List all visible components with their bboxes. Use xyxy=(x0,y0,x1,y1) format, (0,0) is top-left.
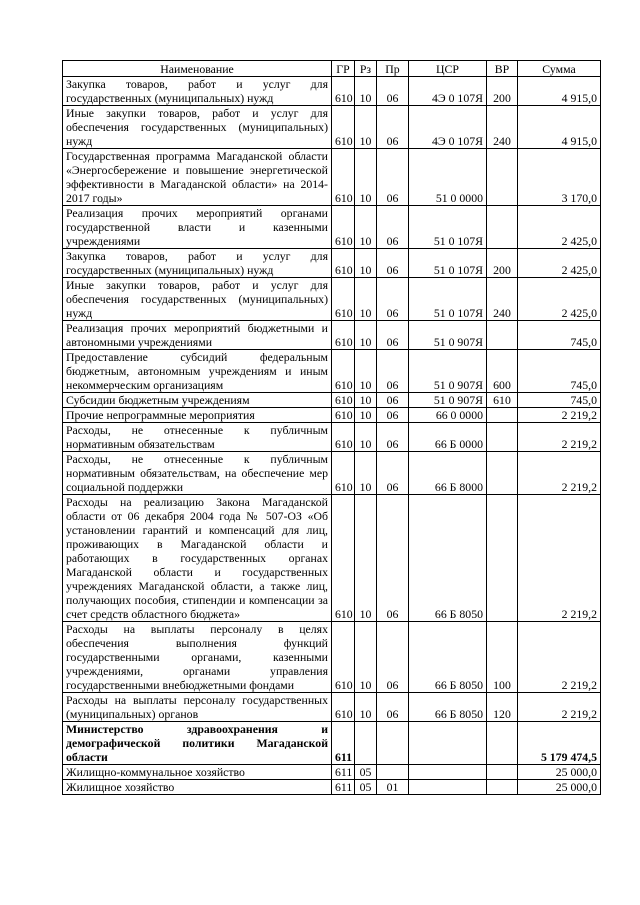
cell-gr: 610 xyxy=(332,106,355,149)
cell-rz: 10 xyxy=(355,423,377,452)
cell-sum: 2 219,2 xyxy=(518,423,601,452)
cell-gr: 610 xyxy=(332,278,355,321)
cell-sum: 3 170,0 xyxy=(518,149,601,206)
cell-rz: 10 xyxy=(355,393,377,408)
cell-gr: 611 xyxy=(332,765,355,780)
cell-vr: 200 xyxy=(487,249,518,278)
cell-name: Реализация прочих мероприятий органами государственной власти и казенными учреждениями xyxy=(63,206,332,249)
cell-name: Министерство здравоохранения и демографической политики Магаданской области xyxy=(63,722,332,765)
cell-gr: 610 xyxy=(332,77,355,106)
cell-sum: 2 425,0 xyxy=(518,278,601,321)
cell-rz: 10 xyxy=(355,278,377,321)
cell-vr: 120 xyxy=(487,693,518,722)
cell-vr: 100 xyxy=(487,622,518,693)
cell-sum: 25 000,0 xyxy=(518,780,601,795)
table-row xyxy=(63,495,601,622)
cell-rz xyxy=(355,722,377,765)
cell-sum: 2 219,2 xyxy=(518,495,601,622)
cell-csr: 66 Б 8050 xyxy=(409,495,487,622)
cell-csr: 4Э 0 107Я xyxy=(409,106,487,149)
cell-rz: 05 xyxy=(355,765,377,780)
cell-pr: 01 xyxy=(377,780,409,795)
cell-sum: 4 915,0 xyxy=(518,77,601,106)
cell-vr: 200 xyxy=(487,77,518,106)
cell-rz: 10 xyxy=(355,77,377,106)
cell-name: Жилищно-коммунальное хозяйство xyxy=(63,765,332,780)
cell-vr: 610 xyxy=(487,393,518,408)
cell-name: Иные закупки товаров, работ и услуг для обеспечения государственных (муниципальных) нужд xyxy=(63,106,332,149)
cell-rz: 10 xyxy=(355,206,377,249)
cell-pr: 06 xyxy=(377,321,409,350)
cell-sum: 2 219,2 xyxy=(518,408,601,423)
cell-vr xyxy=(487,321,518,350)
table-row xyxy=(63,206,601,249)
cell-csr: 51 0 907Я xyxy=(409,321,487,350)
cell-rz: 10 xyxy=(355,693,377,722)
cell-name: Субсидии бюджетным учреждениям xyxy=(63,393,332,408)
cell-gr: 610 xyxy=(332,321,355,350)
cell-name: Расходы, не отнесенные к публичным нормативным обязательствам, на обеспечение мер социальной поддержки xyxy=(63,452,332,495)
cell-name: Жилищное хозяйство xyxy=(63,780,332,795)
cell-name: Расходы, не отнесенные к публичным нормативным обязательствам xyxy=(63,423,332,452)
cell-pr: 06 xyxy=(377,77,409,106)
cell-name: Государственная программа Магаданской области «Энергосбережение и повышение энергетической эффективности в Магаданской области» на 2014-2017 годы» xyxy=(63,149,332,206)
cell-vr xyxy=(487,206,518,249)
cell-rz: 10 xyxy=(355,350,377,393)
cell-pr: 06 xyxy=(377,622,409,693)
table-row xyxy=(63,278,601,321)
cell-csr: 66 Б 0000 xyxy=(409,423,487,452)
cell-name: Прочие непрограммные мероприятия xyxy=(63,408,332,423)
header-rz: Рз xyxy=(355,61,377,77)
cell-csr: 51 0 907Я xyxy=(409,393,487,408)
cell-gr: 610 xyxy=(332,622,355,693)
table-row xyxy=(63,765,601,780)
table-row xyxy=(63,622,601,693)
cell-name: Закупка товаров, работ и услуг для государственных (муниципальных) нужд xyxy=(63,77,332,106)
cell-sum: 2 219,2 xyxy=(518,693,601,722)
cell-rz: 05 xyxy=(355,780,377,795)
cell-gr: 610 xyxy=(332,393,355,408)
cell-vr xyxy=(487,765,518,780)
cell-pr: 06 xyxy=(377,206,409,249)
cell-pr: 06 xyxy=(377,249,409,278)
table-row xyxy=(63,249,601,278)
cell-pr: 06 xyxy=(377,423,409,452)
cell-vr xyxy=(487,722,518,765)
cell-vr xyxy=(487,149,518,206)
cell-sum: 2 219,2 xyxy=(518,622,601,693)
cell-pr xyxy=(377,722,409,765)
budget-table xyxy=(62,60,601,795)
header-sum: Сумма xyxy=(518,61,601,77)
header-csr: ЦСР xyxy=(409,61,487,77)
cell-rz: 10 xyxy=(355,408,377,423)
cell-name: Расходы на выплаты персоналу в целях обеспечения выполнения функций государственными органами, казенными учреждениями, органами управления государственными внебюджетными фондами xyxy=(63,622,332,693)
cell-rz: 10 xyxy=(355,249,377,278)
cell-sum: 4 915,0 xyxy=(518,106,601,149)
cell-sum: 2 425,0 xyxy=(518,206,601,249)
table-row xyxy=(63,693,601,722)
cell-csr: 66 Б 8050 xyxy=(409,622,487,693)
cell-rz: 10 xyxy=(355,452,377,495)
cell-sum: 2 425,0 xyxy=(518,249,601,278)
cell-gr: 610 xyxy=(332,206,355,249)
cell-gr: 610 xyxy=(332,249,355,278)
cell-vr: 240 xyxy=(487,106,518,149)
cell-pr: 06 xyxy=(377,393,409,408)
cell-csr: 51 0 0000 xyxy=(409,149,487,206)
cell-csr: 66 Б 8050 xyxy=(409,693,487,722)
header-pr: Пр xyxy=(377,61,409,77)
cell-name: Иные закупки товаров, работ и услуг для обеспечения государственных (муниципальных) нужд xyxy=(63,278,332,321)
cell-rz: 10 xyxy=(355,149,377,206)
cell-gr: 610 xyxy=(332,408,355,423)
cell-name: Закупка товаров, работ и услуг для государственных (муниципальных) нужд xyxy=(63,249,332,278)
cell-pr: 06 xyxy=(377,278,409,321)
cell-pr: 06 xyxy=(377,408,409,423)
table-header-row xyxy=(63,61,601,77)
cell-sum: 25 000,0 xyxy=(518,765,601,780)
cell-pr: 06 xyxy=(377,452,409,495)
table-row xyxy=(63,106,601,149)
table-row xyxy=(63,722,601,765)
cell-vr: 240 xyxy=(487,278,518,321)
cell-gr: 611 xyxy=(332,780,355,795)
cell-name: Расходы на выплаты персоналу государственных (муниципальных) органов xyxy=(63,693,332,722)
cell-csr: 4Э 0 107Я xyxy=(409,77,487,106)
cell-csr: 51 0 107Я xyxy=(409,249,487,278)
cell-gr: 610 xyxy=(332,693,355,722)
cell-gr: 610 xyxy=(332,423,355,452)
cell-rz: 10 xyxy=(355,321,377,350)
cell-vr xyxy=(487,408,518,423)
cell-sum: 745,0 xyxy=(518,321,601,350)
header-vr: ВР xyxy=(487,61,518,77)
table-row xyxy=(63,423,601,452)
table-row xyxy=(63,149,601,206)
header-gr: ГР xyxy=(332,61,355,77)
table-row xyxy=(63,321,601,350)
cell-csr: 66 0 0000 xyxy=(409,408,487,423)
cell-vr xyxy=(487,780,518,795)
cell-sum: 2 219,2 xyxy=(518,452,601,495)
cell-gr: 610 xyxy=(332,149,355,206)
cell-vr xyxy=(487,452,518,495)
cell-pr: 06 xyxy=(377,149,409,206)
cell-vr xyxy=(487,423,518,452)
cell-pr: 06 xyxy=(377,495,409,622)
table-row xyxy=(63,780,601,795)
cell-pr: 06 xyxy=(377,106,409,149)
cell-gr: 611 xyxy=(332,722,355,765)
cell-pr xyxy=(377,765,409,780)
cell-sum: 745,0 xyxy=(518,350,601,393)
cell-gr: 610 xyxy=(332,350,355,393)
cell-rz: 10 xyxy=(355,106,377,149)
table-row xyxy=(63,350,601,393)
cell-rz: 10 xyxy=(355,622,377,693)
table-row xyxy=(63,452,601,495)
cell-name: Предоставление субсидий федеральным бюджетным, автономным учреждениям и иным некоммерческим организациям xyxy=(63,350,332,393)
table-row xyxy=(63,408,601,423)
cell-csr: 51 0 107Я xyxy=(409,206,487,249)
cell-vr: 600 xyxy=(487,350,518,393)
cell-csr: 51 0 107Я xyxy=(409,278,487,321)
cell-csr xyxy=(409,765,487,780)
cell-sum: 745,0 xyxy=(518,393,601,408)
cell-csr xyxy=(409,780,487,795)
cell-csr: 66 Б 8000 xyxy=(409,452,487,495)
cell-csr xyxy=(409,722,487,765)
cell-pr: 06 xyxy=(377,350,409,393)
cell-vr xyxy=(487,495,518,622)
header-name: Наименование xyxy=(63,61,332,77)
cell-csr: 51 0 907Я xyxy=(409,350,487,393)
cell-rz: 10 xyxy=(355,495,377,622)
cell-gr: 610 xyxy=(332,495,355,622)
cell-name: Расходы на реализацию Закона Магаданской области от 06 декабря 2004 года № 507-ОЗ «Об установлении гарантий и компенсаций для лиц, проживающих в Магаданской области и работающих в государственных органах Магаданской области и государственных учреждениях Магаданской области, а также лиц, получающих пособия, стипендии и компенсации за счет средств областного бюджета» xyxy=(63,495,332,622)
cell-sum: 5 179 474,5 xyxy=(518,722,601,765)
cell-gr: 610 xyxy=(332,452,355,495)
cell-pr: 06 xyxy=(377,693,409,722)
table-row xyxy=(63,77,601,106)
table-row xyxy=(63,393,601,408)
cell-name: Реализация прочих мероприятий бюджетными и автономными учреждениями xyxy=(63,321,332,350)
